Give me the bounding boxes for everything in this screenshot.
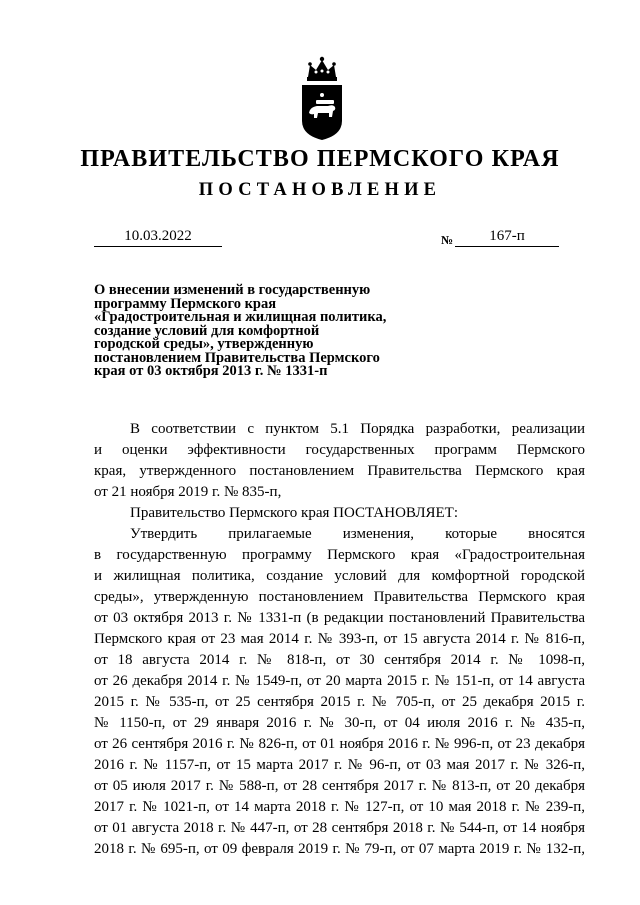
document-subject	[94, 284, 424, 379]
government-title: ПРАВИТЕЛЬСТВО ПЕРМСКОГО КРАЯ	[80, 146, 560, 172]
body-line: В соответствии с пунктом 5.1 Порядка разработки, реализации	[130, 421, 585, 437]
body-line: и жилищная политика, создание условий для комфортной городской	[94, 568, 585, 584]
subject-line: городской среды», утвержденную	[94, 336, 314, 352]
body-line: 2017 г. № 1021-п, от 14 марта 2018 г. № 127-п, от 10 мая 2018 г. № 239-п,	[94, 799, 585, 815]
body-line: Правительство Пермского края ПОСТАНОВЛЯЕТ:	[130, 505, 459, 521]
document-type: ПОСТАНОВЛЕНИЕ	[198, 180, 442, 200]
crown-icon	[307, 57, 337, 81]
body-line: Пермского края от 23 мая 2014 г. № 393-п, от 15 августа 2014 г. № 816-п,	[94, 631, 585, 647]
body-line: 2015 г. № 535-п, от 25 сентября 2015 г. № 705-п, от 25 декабря 2015 г.	[94, 694, 585, 710]
coat-of-arms-emblem	[298, 55, 346, 141]
body-line: края, утвержденного постановлением Правительства Пермского края	[94, 463, 585, 479]
subject-line: «Градостроительная и жилищная политика,	[94, 309, 387, 325]
body-line: № 1150-п, от 29 января 2016 г. № 30-п, от 04 июля 2016 г. № 435-п,	[94, 715, 585, 731]
subject-line: постановлением Правительства Пермского	[94, 349, 380, 366]
body-line: Утвердить прилагаемые изменения, которые вносятся	[130, 526, 585, 542]
body-line: среды», утвержденную постановлением Правительства Пермского края	[94, 589, 585, 605]
subject-line: программу Пермского края	[94, 295, 277, 312]
document-date: 10.03.2022	[94, 227, 222, 247]
body-line: и оценки эффективности государственных программ Пермского	[94, 442, 585, 458]
body-line: от 01 августа 2018 г. № 447-п, от 28 сентября 2018 г. № 544-п, от 14 ноября	[94, 820, 585, 836]
body-line: от 05 июля 2017 г. № 588-п, от 28 сентября 2017 г. № 813-п, от 20 декабря	[94, 778, 585, 794]
body-line: от 26 декабря 2014 г. № 1549-п, от 20 марта 2015 г. № 151-п, от 14 августа	[94, 673, 585, 689]
number-sign: №	[441, 233, 454, 247]
body-line: от 03 октября 2013 г. № 1331-п (в редакции постановлений Правительства	[94, 610, 585, 626]
body-line: от 18 августа 2014 г. № 818-п, от 30 сентября 2014 г. № 1098-п,	[94, 652, 585, 668]
body-line: 2018 г. № 695-п, от 09 февраля 2019 г. № 79-п, от 07 марта 2019 г. № 132-п,	[94, 841, 585, 857]
body-line: 2016 г. № 1157-п, от 15 марта 2017 г. № 96-п, от 03 мая 2017 г. № 326-п,	[94, 757, 585, 773]
body-line: в государственную программу Пермского края «Градостроительная	[94, 547, 585, 563]
body-line: от 26 сентября 2016 г. № 826-п, от 01 ноября 2016 г. № 996-п, от 23 декабря	[94, 736, 585, 752]
subject-line: края от 03 октября 2013 г. № 1331-п	[94, 363, 328, 379]
body-line: от 21 ноября 2019 г. № 835-п,	[94, 484, 282, 500]
document-number: 167-п	[455, 227, 559, 247]
subject-line: создание условий для комфортной	[94, 322, 320, 339]
subject-line: О внесении изменений в государственную	[94, 282, 371, 298]
document-body	[94, 419, 585, 860]
